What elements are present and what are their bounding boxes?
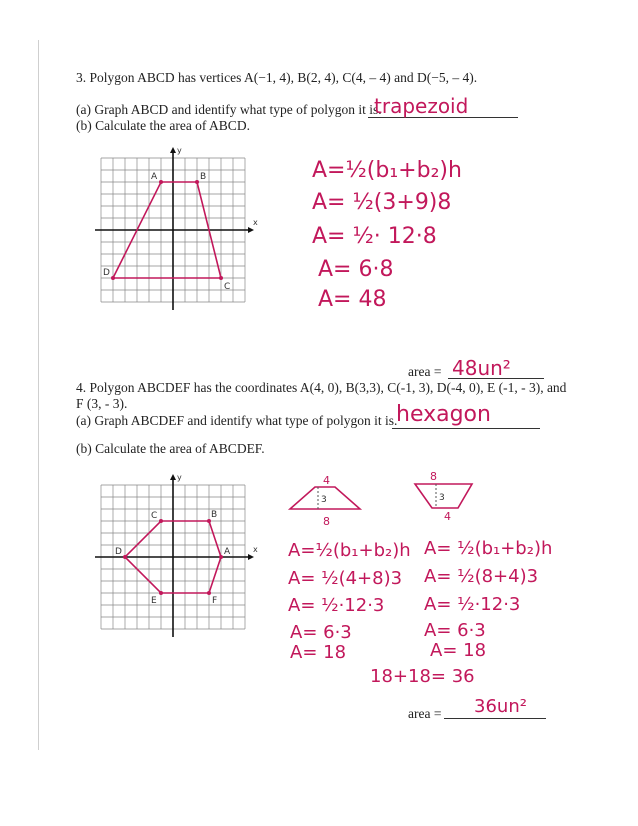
problem3-area-label: area =	[408, 364, 442, 379]
problem4-left-trapezoid-sketch	[285, 475, 365, 530]
p3-vertex-c	[219, 276, 223, 280]
p4-vertex-label-b: B	[211, 510, 218, 520]
problem3-work-line-4: A= 6·8	[318, 257, 394, 282]
problem3-coordinate-grid	[78, 135, 268, 325]
left-trapezoid-height-label: 3	[321, 495, 327, 505]
p4-vertex-f	[207, 591, 211, 595]
problem4-coordinate-grid	[78, 462, 268, 652]
problem4-right-work-line-4: A= 6·3	[424, 620, 486, 641]
problem4-part-a: (a) Graph ABCDEF and identify what type of polygon it is.	[76, 413, 398, 428]
p4-vertex-c	[159, 519, 163, 523]
problem4-left-work-line-5: A= 18	[290, 642, 347, 663]
page-margin-rule	[38, 40, 39, 750]
left-trapezoid-bottom-label: 8	[323, 515, 330, 528]
p4-vertex-e	[159, 591, 163, 595]
p4-y-axis-label: y	[177, 473, 182, 482]
problem4-part-b: (b) Calculate the area of ABCDEF.	[76, 441, 265, 456]
p4-vertex-label-c: C	[151, 511, 158, 521]
p3-vertex-a	[159, 180, 163, 184]
problem3-answer-a: trapezoid	[374, 94, 469, 118]
p3-vertex-d	[111, 276, 115, 280]
problem4-answer-a: hexagon	[396, 402, 491, 427]
p3-x-axis-label: x	[253, 218, 258, 227]
problem4-left-work-line-2: A= ½(4+8)3	[288, 568, 403, 589]
problem3-part-a: (a) Graph ABCD and identify what type of polygon it is.	[76, 102, 382, 117]
problem4-area-answer: 36un²	[474, 696, 527, 717]
problem4-right-work-line-3: A= ½·12·3	[424, 594, 521, 615]
p4-vertex-label-d: D	[115, 547, 122, 557]
problem4-right-work-line-1: A= ½(b₁+b₂)h	[424, 538, 553, 559]
p3-vertex-label-c: C	[224, 282, 231, 292]
p4-y-arrow	[170, 474, 176, 480]
p4-vertex-label-a: A	[224, 547, 231, 557]
p3-vertex-b	[195, 180, 199, 184]
problem4-sum: 18+18= 36	[370, 666, 475, 687]
right-trapezoid-height-label: 3	[439, 493, 445, 503]
p3-y-axis-label: y	[177, 146, 182, 155]
p4-x-arrow	[248, 554, 254, 560]
problem4-right-work-line-2: A= ½(8+4)3	[424, 566, 539, 587]
problem3-prompt: 3. Polygon ABCD has vertices A(−1, 4), B(2, 4), C(4, – 4) and D(−5, – 4).	[76, 70, 478, 85]
p4-vertex-label-e: E	[151, 596, 157, 606]
p3-vertex-label-a: A	[151, 172, 158, 182]
problem3-work-line-3: A= ½· 12·8	[312, 224, 437, 249]
problem4-area-line	[444, 718, 546, 719]
problem3-work-line-5: A= 48	[318, 287, 387, 312]
problem3-area-answer: 48un²	[452, 356, 511, 380]
problem4-left-work-line-4: A= 6·3	[290, 622, 352, 643]
p4-vertex-label-f: F	[212, 596, 218, 606]
p4-vertex-a	[219, 555, 223, 559]
right-trapezoid-bottom-label: 4	[444, 510, 451, 523]
problem4-right-trapezoid-sketch	[410, 468, 480, 523]
p3-vertex-label-b: B	[200, 172, 207, 182]
problem4-prompt-line-2: F (3, - 3).	[76, 396, 128, 411]
problem4-area-label: area =	[408, 706, 442, 721]
problem3-work-line-2: A= ½(3+9)8	[312, 190, 452, 215]
p3-vertex-label-d: D	[103, 268, 110, 278]
problem4-answer-line	[392, 428, 540, 429]
problem3-work-line-1: A=½(b₁+b₂)h	[312, 158, 462, 183]
p4-vertex-d	[123, 555, 127, 559]
left-trapezoid-top-label: 4	[323, 475, 330, 487]
problem3-part-b: (b) Calculate the area of ABCD.	[76, 118, 250, 133]
p3-x-arrow	[248, 227, 254, 233]
problem4-prompt-line-1: 4. Polygon ABCDEF has the coordinates A(4, 0), B(3,3), C(-1, 3), D(-4, 0), E (-1, - 3), and	[76, 380, 567, 395]
problem4-right-work-line-5: A= 18	[430, 640, 487, 661]
p3-y-arrow	[170, 147, 176, 153]
right-trapezoid-top-label: 8	[430, 470, 437, 483]
problem4-left-work-line-3: A= ½·12·3	[288, 595, 385, 616]
p4-x-axis-label: x	[253, 545, 258, 554]
problem4-left-work-line-1: A=½(b₁+b₂)h	[288, 540, 411, 561]
